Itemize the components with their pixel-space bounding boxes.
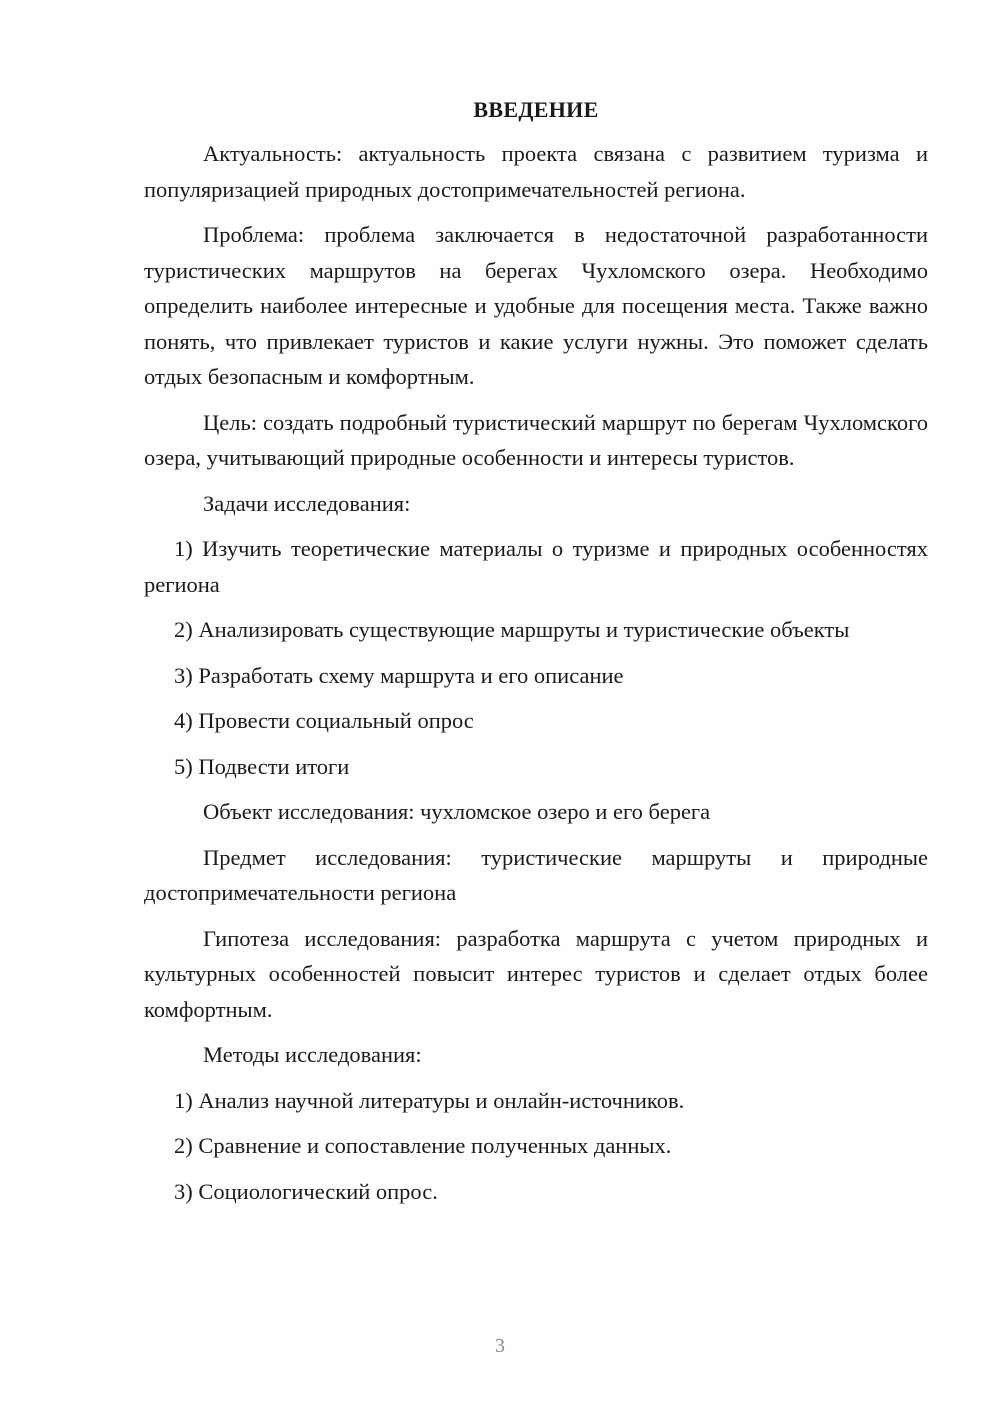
hypothesis-paragraph: Гипотеза исследования: разработка маршрута с учетом природных и культурных особенностей повысит интерес туристов и сделает отдых более комфортным.: [144, 925, 928, 1022]
task-item-3: 3) Разработать схему маршрута и его описание: [174, 662, 624, 688]
section-heading: ВВЕДЕНИЕ: [473, 97, 599, 122]
task-item-1: 1) Изучить теоретические материалы о туризме и природных особенностях региона: [144, 536, 928, 597]
method-item-3: 3) Социологический опрос.: [174, 1178, 438, 1204]
task-item-4: 4) Провести социальный опрос: [174, 708, 474, 733]
task-item-2: 2) Анализировать существующие маршруты и туристические объекты: [174, 617, 850, 642]
document-page: [144, 94, 928, 1219]
relevance-paragraph: Актуальность: актуальность проекта связана с развитием туризма и популяризацией природных достопримечательностей региона.: [144, 141, 928, 202]
problem-paragraph: Проблема: проблема заключается в недостаточной разработанности туристических маршрутов на берегах Чухломского озера. Необходимо определить наиболее интересные и удобные для посещения места. Также важно понять, что привлекает туристов и какие услуги нужны. Это поможет сделать отдых безопасным и комфортным.: [144, 222, 928, 389]
object-paragraph: Объект исследования: чухломское озеро и его берега: [203, 799, 711, 824]
tasks-title: Задачи исследования:: [203, 490, 411, 516]
task-item-5: 5) Подвести итоги: [174, 753, 350, 779]
method-item-2: 2) Сравнение и сопоставление полученных данных.: [174, 1133, 672, 1158]
method-item-1: 1) Анализ научной литературы и онлайн-источников.: [174, 1087, 685, 1113]
methods-title: Методы исследования:: [203, 1042, 422, 1067]
subject-paragraph: Предмет исследования: туристические маршруты и природные достопримечательности региона: [144, 844, 928, 905]
goal-paragraph: Цель: создать подробный туристический маршрут по берегам Чухломского озера, учитывающий природные особенности и интересы туристов.: [144, 409, 928, 470]
page-number: 3: [495, 1335, 505, 1357]
